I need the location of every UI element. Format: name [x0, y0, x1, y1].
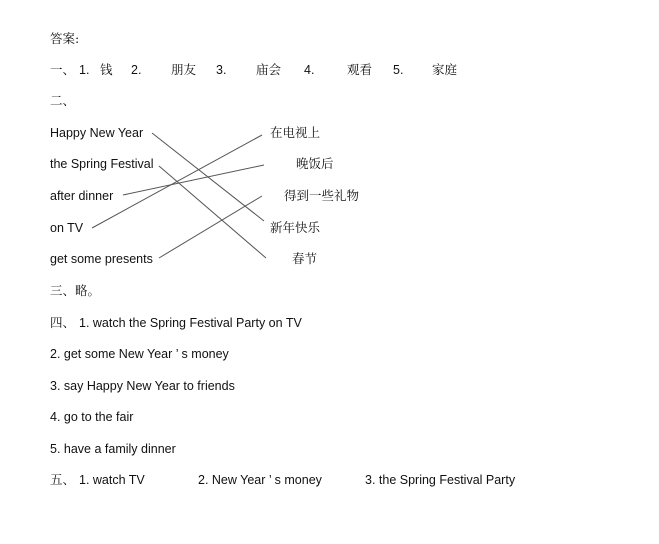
s1-num-5: 5. [393, 63, 404, 77]
match-right-3: 得到一些礼物 [284, 188, 360, 203]
match-right-5: 春节 [292, 251, 318, 266]
s4-line-1: 1. watch the Spring Festival Party on TV [79, 316, 302, 330]
match-line-get-presents [159, 196, 262, 258]
s4-line-3: 3. say Happy New Year to friends [50, 379, 235, 393]
s5-item-2: 2. New Year ’ s money [198, 473, 322, 487]
match-left-2: the Spring Festival [50, 157, 154, 171]
match-right-1: 在电视上 [270, 125, 321, 140]
match-left-4: on TV [50, 221, 84, 235]
match-line-on-tv [92, 135, 262, 228]
match-line-after-dinner [123, 165, 264, 195]
s1-answer-3: 庙会 [256, 62, 282, 77]
s5-item-1: 1. watch TV [79, 473, 145, 487]
section5-label: 五、 [50, 472, 76, 487]
s4-line-5: 5. have a family dinner [50, 442, 176, 456]
s1-answer-4: 观看 [347, 62, 373, 77]
s1-answer-5: 家庭 [432, 62, 458, 77]
answer-heading: 答案: [50, 31, 80, 46]
match-left-3: after dinner [50, 189, 114, 203]
section3-text: 三、略。 [50, 283, 101, 298]
s4-line-2: 2. get some New Year ’ s money [50, 347, 229, 361]
s5-item-3: 3. the Spring Festival Party [365, 473, 516, 487]
s1-num-2: 2. [131, 63, 142, 77]
match-left-5: get some presents [50, 252, 153, 266]
section2-label: 二、 [50, 93, 76, 108]
match-left-1: Happy New Year [50, 126, 144, 140]
match-right-4: 新年快乐 [270, 220, 321, 235]
s1-num-3: 3. [216, 63, 227, 77]
s1-num-4: 4. [304, 63, 315, 77]
s1-num-1: 1. [79, 63, 90, 77]
match-right-2: 晚饭后 [296, 156, 334, 171]
match-line-spring-festival [159, 166, 266, 258]
s4-line-4: 4. go to the fair [50, 410, 134, 424]
s1-answer-1: 钱 [100, 62, 113, 77]
s1-answer-2: 朋友 [171, 62, 197, 77]
section1-label: 一、 [50, 62, 76, 77]
section4-label: 四、 [50, 315, 76, 330]
